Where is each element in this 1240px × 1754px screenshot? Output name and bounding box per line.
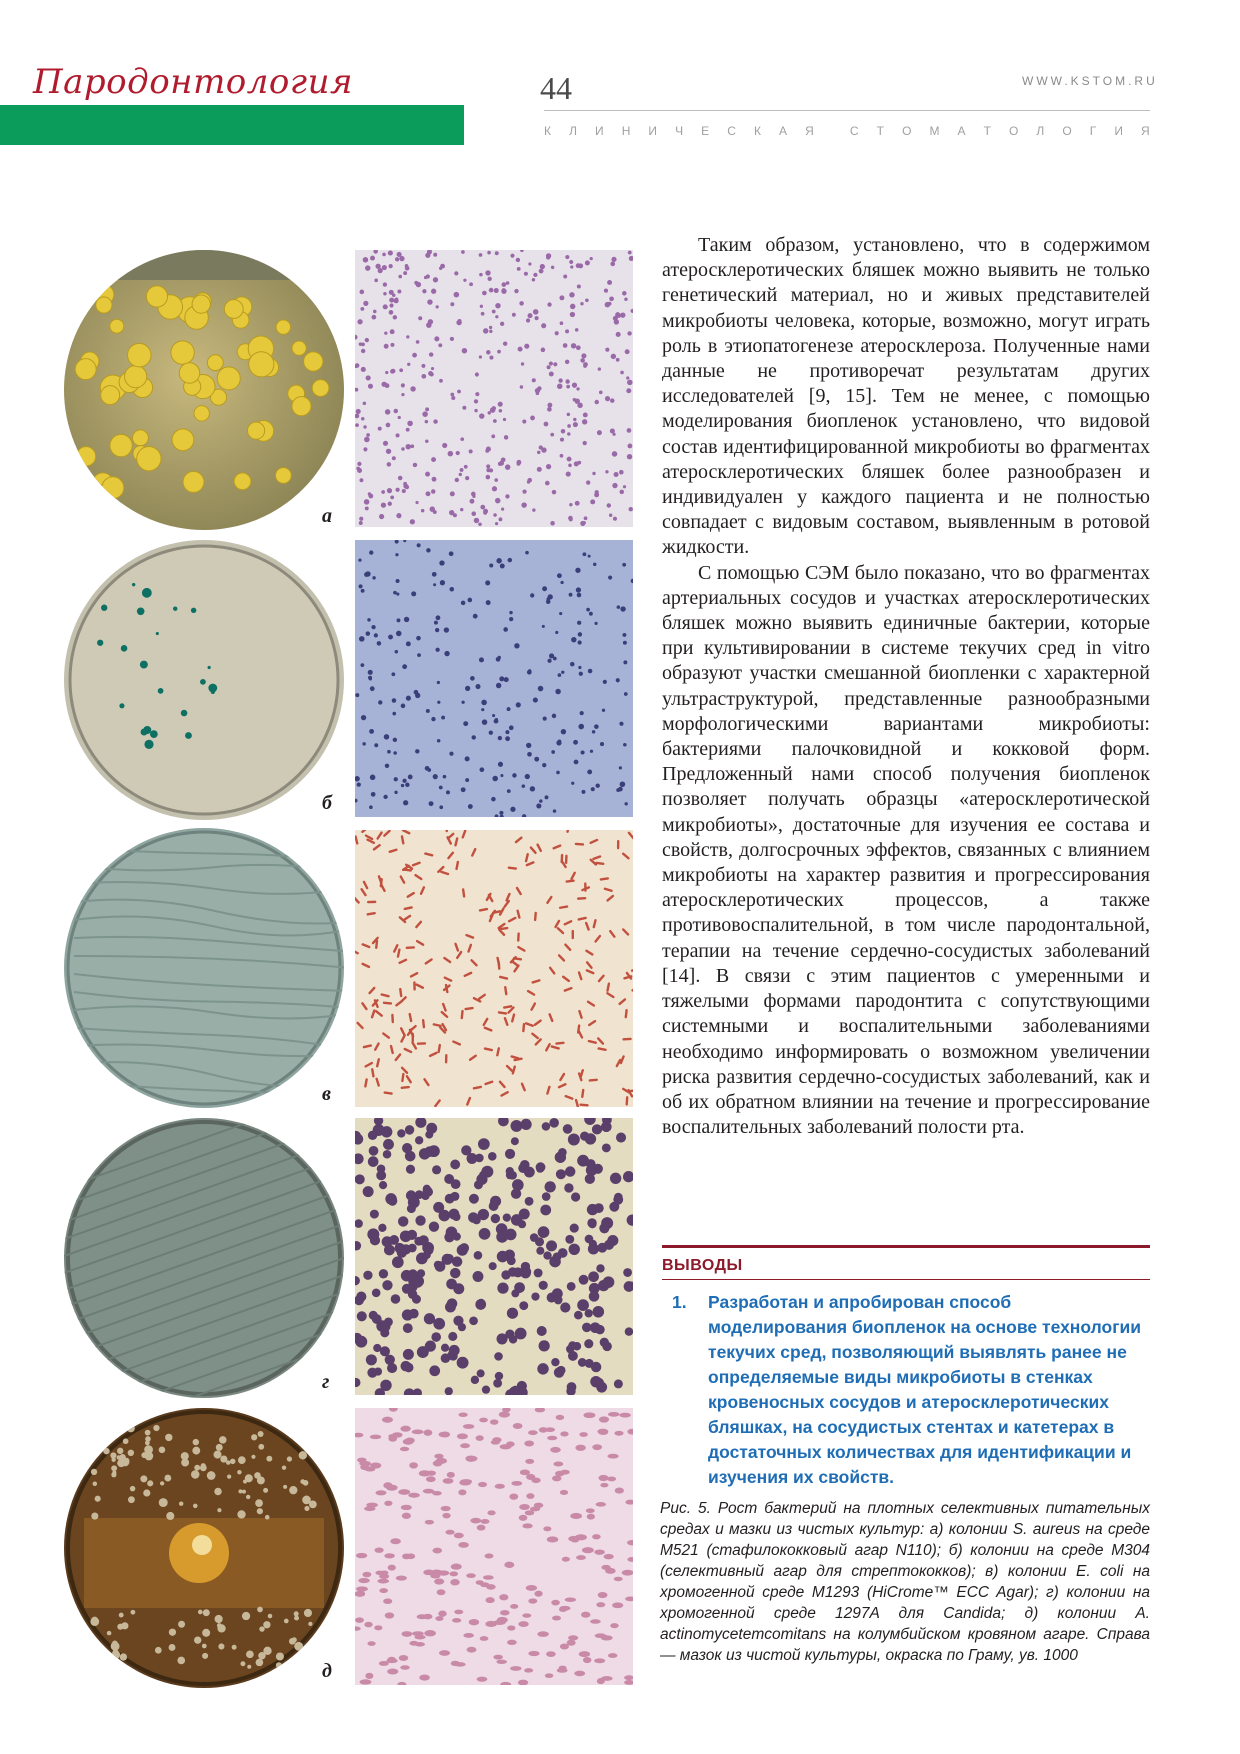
journal-letter: К (753, 124, 761, 138)
journal-letter: А (779, 124, 788, 138)
conclusion-text: Разработан и апробирован способ моделирования биопленок на основе технологии текучих сред, позволяющий выявлять ранее не определяемые виды микробиоты в стенках кровеносных сосудов и атеросклеротических бляшках, на сосудистых стентах и катетерах в достаточных количествах для идентификации и изучения их свойств. (708, 1292, 1142, 1487)
smear-v-photo (355, 830, 633, 1107)
smear-a-photo (355, 250, 633, 527)
section-title: Пародонтология (33, 62, 353, 102)
journal-letter: Л (1036, 124, 1045, 138)
journal-letter: О (902, 124, 912, 138)
journal-letter: И (648, 124, 658, 138)
figure-label-v: в (322, 1083, 331, 1105)
figure-caption: Рис. 5. Рост бактерий на плотных селективных питательных средах и мазки из чистых культур: а) колонии S. aureus на среде M521 (стафилококковый агар N110); б) колонии на среде M304 (селективный агар для стрептококков); в) колонии E. coli на хромогенной среде M1293 (HiCrome™ ECC Agar); г) колонии на хромогенной среде 1297A для Candida; д) колонии A. actinomycetemcomitans на колумбийском кровяном агаре. Справа — мазок из чистой культуры, окраска по Граму, ув. 1000 (660, 1500, 1150, 1664)
journal-letter: Я (1141, 124, 1150, 138)
paragraph-2: С помощью СЭМ было показано, что во фрагментах артериальных сосудов и участках атеросклеротических бляшек можно выявить единичные бактерии, которые при культивировании в системе текучих сред in vitro образуют участки смешанной биопленки с характерной ультраструктурой, представленные разнообразными морфологическими вариантами микробиоты: бактериями палочковидной и кокковой форм. Предложенный нами способ получения биопленок позволяет получать образцы «атеросклеротической микробиоты», достаточные для изучения ее состава и свойств, долгосрочных эффектов, связанных с влиянием микробиоты на характер развития и прогрессирования атеросклеротических процессов, а также противовоспалительной, в том числе пародонтальной, терапии на течение сердечно-сосудистых заболеваний [14]. В связи с этим пациентов с умеренными и тяжелыми формами пародонтита с сопутствующими системными и воспалительными заболеваниями необходимо информировать о возможном увеличении риска развития сердечно-сосудистых заболеваний, как и об их обратном влиянии на течение и прогрессирование воспалительных заболеваний полости рта. (662, 561, 1150, 1139)
figure-label-d: д (322, 1660, 332, 1682)
journal-title (544, 124, 1150, 138)
journal-letter: Н (621, 124, 631, 138)
section-color-bar (0, 105, 464, 145)
conclusion-item-1 (672, 1290, 1152, 1490)
journal-letter: О (1062, 124, 1072, 138)
site-url[interactable]: WWW.KSTOM.RU (1022, 74, 1158, 88)
plate-a-photo (64, 250, 344, 530)
figure-label-a: а (322, 505, 332, 527)
plate-d-photo (64, 1408, 344, 1688)
journal-letter: А (957, 124, 966, 138)
journal-letter: С (727, 124, 736, 138)
paragraph-1: Таким образом, установлено, что в содержимом атеросклеротических бляшек можно выявить не только генетический материал, но и живых представителей микробиоты человека, которые, возможно, могут играть роль в этиопатогенезе атеросклероза. Полученные нами данные не противоречат результатам других исследователей [9, 15]. Тем не менее, с помощью моделирования биопленок установлено, что видовой состав идентифицированной микробиоты во фрагментах атеросклеротических бляшек более разнообразен и индивидуален у каждого пациента и не полностью совпадает с видовым составом, выявленным в ротовой жидкости. (662, 234, 1150, 559)
smear-d-photo (355, 1408, 633, 1685)
journal-letter: Л (569, 124, 577, 138)
article-body (662, 233, 1150, 1140)
header-divider (544, 110, 1150, 111)
journal-letter: Ч (675, 124, 684, 138)
journal-letter: Г (1089, 124, 1097, 138)
plate-v-photo (64, 828, 344, 1108)
page-number: 44 (540, 70, 572, 106)
journal-letter: К (544, 124, 551, 138)
journal-letter: И (1114, 124, 1123, 138)
journal-letter: Т (983, 124, 991, 138)
journal-letter: М (929, 124, 940, 138)
conclusion-number: 1. (672, 1292, 687, 1312)
figure-label-g: г (322, 1371, 330, 1393)
plate-b-photo (64, 540, 344, 820)
journal-letter: Т (876, 124, 884, 138)
conclusions-heading: ВЫВОДЫ (662, 1245, 1150, 1275)
journal-letter: Я (805, 124, 814, 138)
journal-letter: И (595, 124, 604, 138)
journal-letter: С (849, 124, 859, 138)
smear-g-photo (355, 1118, 633, 1395)
journal-letter: О (1009, 124, 1019, 138)
smear-b-photo (355, 540, 633, 817)
plate-g-photo (64, 1118, 344, 1398)
conclusions-divider (662, 1279, 1150, 1280)
figure-label-b: б (322, 792, 332, 814)
journal-letter: Е (701, 124, 710, 138)
